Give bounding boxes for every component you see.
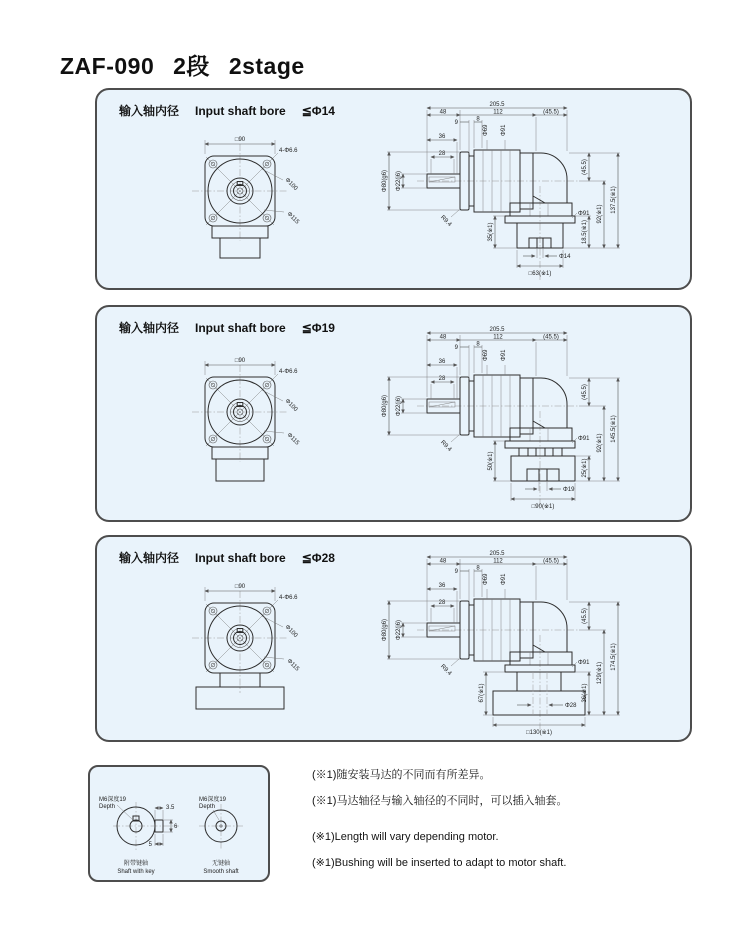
smooth-tap-label: M6深度19 [199,797,227,803]
note-en-1: (※1)Length will vary depending motor. [312,831,499,843]
dim-height-top: (45.5) [582,608,588,624]
front-bolt-circle-dim: Φ100 [283,398,299,413]
shaft-detail-drawing [91,768,267,880]
dim-pilot: Φ80(g6) [382,169,388,193]
dim-len2: 28 [438,151,446,157]
dim-shaft: Φ22(j6) [396,395,402,417]
dim-height-top: (45.5) [582,159,588,175]
front-holes-dim: 4-Φ6.6 [279,595,298,601]
dim-height-total: 145.5(※1) [611,415,617,443]
smooth-tap-depth-label: Depth [199,804,216,810]
header-cn: 输入轴内径 [119,104,180,118]
header-en: Input shaft bore [195,104,286,118]
dim-seg1: 48 [439,109,447,116]
key-dim-side: 6 [174,824,178,830]
dim-height-a: 36(※1) [582,683,588,703]
keyed-caption-en: Shaft with key [117,869,155,875]
dim-body2: Φ91 [501,124,507,136]
dim-len2: 28 [438,376,446,382]
dim-ped-h: 35(※1) [488,222,494,242]
dim-height-total: 174.5(※1) [611,643,617,671]
dim-out-bore: Φ19 [563,487,575,493]
dim-seg3: (45.5) [543,334,559,341]
header-bore-limit: ≦Φ28 [301,551,335,565]
dim-gap1: 9 [454,345,458,351]
notes-block [312,768,712,882]
dim-height-a: 18.5(※1) [582,219,588,245]
dim-total-length: 205.5 [489,551,505,557]
panel-input-bore-19 [95,305,692,522]
dim-ped-h: 67(※1) [479,683,485,703]
front-pilot-circle-dim: Φ115 [285,432,300,447]
front-pilot-circle-dim: Φ115 [285,211,300,226]
note-cn-2: (※1)马达轴径与输入轴径的不同时，可以插入轴套。 [312,795,568,807]
front-holes-dim: 4-Φ6.6 [279,369,298,375]
front-holes-dim: 4-Φ6.6 [279,148,298,154]
front-view-drawing [152,563,352,733]
dim-len1: 36 [438,134,446,140]
key-dim-top: 3.5 [166,805,175,811]
dim-total-length: 205.5 [489,327,505,333]
panel-input-bore-14 [95,88,692,290]
dim-height-b: 92(※1) [597,433,603,453]
keyed-caption-cn: 附带键轴 [123,861,149,867]
header-cn: 输入轴内径 [119,321,180,335]
header-en: Input shaft bore [195,551,286,565]
dim-height-b: 129(※1) [597,661,603,685]
dim-fillet: R9.4 [439,663,453,677]
dim-seg2: 112 [493,109,503,116]
side-view-drawing [365,545,665,737]
page-title: ZAF-090 2段 2stage [60,53,305,79]
dim-len2: 28 [438,600,446,606]
header-en: Input shaft bore [195,321,286,335]
dim-height-a: 25(※1) [582,458,588,478]
note-en-2: (※1)Bushing will be inserted to adapt to motor shaft. [312,857,567,869]
dim-out-bore: Φ28 [565,703,577,709]
dim-out-flange: Φ91 [578,436,590,442]
side-view-drawing [365,321,665,513]
header-bore-limit: ≦Φ19 [301,321,335,335]
panel-input-bore-28 [95,535,692,742]
dim-len1: 36 [438,359,446,365]
dim-shaft: Φ22(j6) [396,619,402,641]
dim-fillet: R9.4 [439,214,453,228]
dim-seg1: 48 [439,334,447,341]
keyed-tap-depth-label: Depth [99,804,116,810]
front-bolt-circle-dim: Φ100 [283,624,299,639]
dim-body2: Φ91 [501,349,507,361]
dim-out-flange: Φ91 [578,660,590,666]
dim-body1: Φ69 [483,349,489,361]
dim-out-square: □130(※1) [526,730,552,736]
dim-fillet: R9.4 [439,439,453,453]
dim-seg2: 112 [493,558,503,565]
dim-out-square: □90(※1) [531,504,555,510]
dim-gap1: 9 [454,120,458,126]
header-bore-limit: ≦Φ14 [301,104,335,118]
dim-body1: Φ69 [483,573,489,585]
panel-header [119,319,335,336]
dim-height-b: 92(※1) [597,204,603,224]
dim-ped-h: 50(※1) [488,451,494,471]
dim-pilot: Φ80(g6) [382,394,388,418]
dim-body2: Φ91 [501,573,507,585]
shaft-detail-panel [88,765,270,882]
dim-shaft: Φ22(j6) [396,170,402,192]
dim-seg2: 112 [493,334,503,341]
dim-seg3: (45.5) [543,109,559,116]
dim-gap2: 8 [476,341,480,348]
dim-total-length: 205.5 [489,102,505,108]
side-view-drawing [365,96,665,288]
dim-out-flange: Φ91 [578,211,590,217]
keyed-tap-label: M6深度19 [99,797,127,803]
header-cn: 输入轴内径 [119,551,180,565]
dim-seg3: (45.5) [543,558,559,565]
front-square-dim: □90 [234,137,246,143]
dim-gap1: 9 [454,569,458,575]
dim-height-total: 137.5(※1) [611,186,617,214]
dim-pilot: Φ80(g6) [382,618,388,642]
dim-out-square: □63(※1) [528,271,552,277]
key-dim-bottom: 5 [148,842,152,848]
front-square-dim: □90 [234,584,246,590]
note-cn-1: (※1)随安装马达的不同而有所差异。 [312,769,491,781]
dim-len1: 36 [438,583,446,589]
front-pilot-circle-dim: Φ115 [285,658,300,673]
dim-height-top: (45.5) [582,384,588,400]
front-bolt-circle-dim: Φ100 [283,177,299,192]
dim-gap2: 8 [476,565,480,572]
front-view-drawing [152,337,352,507]
front-view-drawing [152,116,352,286]
smooth-caption-cn: 无键轴 [211,861,231,867]
front-square-dim: □90 [234,358,246,364]
dim-seg1: 48 [439,558,447,565]
dim-gap2: 8 [476,116,480,123]
dim-body1: Φ69 [483,124,489,136]
dim-out-bore: Φ14 [559,254,571,260]
smooth-caption-en: Smooth shaft [203,869,239,875]
